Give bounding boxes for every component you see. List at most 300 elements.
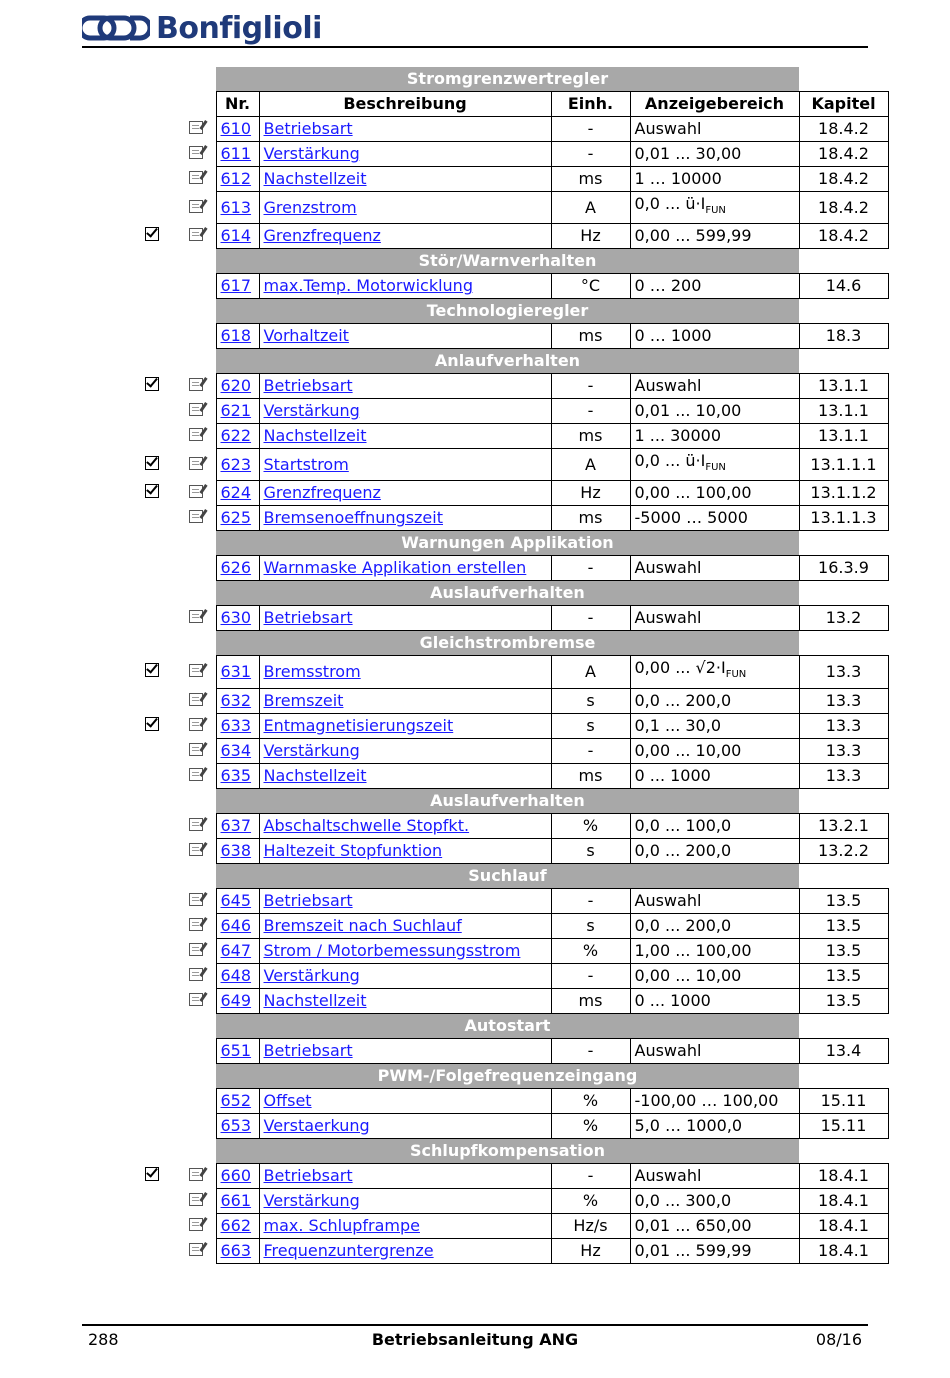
parameter-description-link[interactable]: Startstrom: [263, 454, 349, 474]
range-text: 0,01 ... 650,00: [634, 1215, 752, 1235]
parameter-number-link[interactable]: 652: [220, 1090, 252, 1110]
column-header: Beschreibung: [259, 92, 551, 117]
range-cell: [630, 763, 799, 788]
chapter-cell: 18.4.2: [799, 192, 888, 224]
table-row: [128, 481, 888, 506]
table-row: [128, 374, 888, 399]
document-date: 08/16: [815, 1330, 862, 1349]
parameter-number-link[interactable]: 663: [220, 1240, 252, 1260]
range-text: Auswahl: [634, 558, 702, 578]
parameter-number-link[interactable]: 635: [220, 765, 252, 785]
table-row: [128, 888, 888, 913]
unit-cell: -: [551, 556, 630, 581]
section-title: Anlaufverhalten: [216, 349, 799, 374]
table-row: [128, 274, 888, 299]
column-header: Nr.: [216, 92, 259, 117]
parameter-description-link[interactable]: Verstärkung: [263, 1190, 360, 1210]
range-text: 0 … 200: [634, 276, 702, 296]
parameter-number-link[interactable]: 614: [220, 226, 252, 246]
parameter-description-link[interactable]: Grenzstrom: [263, 197, 357, 217]
chapter-cell: 16.3.9: [799, 556, 888, 581]
section-title: Auslaufverhalten: [216, 581, 799, 606]
parameter-description-link[interactable]: Verstärkung: [263, 144, 360, 163]
range-cell: [630, 688, 799, 713]
unit-cell: s: [551, 838, 630, 863]
bonfiglioli-logo-icon: [82, 12, 150, 44]
edit-icon: [189, 485, 203, 498]
edit-icon: [189, 378, 203, 391]
range-subscript: FUN: [705, 205, 726, 217]
parameter-description-link[interactable]: Betriebsart: [263, 119, 353, 138]
parameter-number-link[interactable]: 623: [220, 454, 252, 474]
chapter-cell: 18.4.1: [799, 1163, 888, 1188]
range-text: Auswahl: [634, 1165, 702, 1185]
parameter-number-link[interactable]: 631: [220, 661, 252, 681]
parameter-number-link[interactable]: 613: [220, 197, 252, 217]
range-cell: [630, 274, 799, 299]
range-cell: [630, 888, 799, 913]
parameter-number-link[interactable]: 661: [220, 1190, 252, 1210]
range-text: 5,0 … 1000,0: [634, 1115, 743, 1135]
unit-cell: -: [551, 606, 630, 631]
unit-cell: -: [551, 963, 630, 988]
range-cell: [630, 988, 799, 1013]
edit-icon: [189, 918, 203, 931]
parameter-number-link[interactable]: 645: [220, 890, 252, 910]
unit-cell: %: [551, 1188, 630, 1213]
section-header: [128, 531, 888, 556]
chapter-cell: 13.2.2: [799, 838, 888, 863]
edit-icon: [189, 510, 203, 523]
parameter-description-link[interactable]: Verstärkung: [263, 965, 360, 985]
parameter-description-link[interactable]: Bremsenoeffnungszeit: [263, 508, 443, 528]
table-row: [128, 813, 888, 838]
parameter-number-link[interactable]: 646: [220, 915, 252, 935]
page-number: 288: [88, 1330, 119, 1349]
range-cell: [630, 324, 799, 349]
chapter-cell: 13.4: [799, 1038, 888, 1063]
unit-cell: Hz/s: [551, 1213, 630, 1238]
table-row: [128, 1213, 888, 1238]
chapter-cell: 13.3: [799, 713, 888, 738]
range-cell: [630, 481, 799, 506]
parameter-number-link[interactable]: 618: [220, 326, 252, 346]
table-row: [128, 688, 888, 713]
edit-icon: [189, 228, 203, 241]
range-text: 0,0 ... ü·I: [634, 451, 706, 471]
unit-cell: Hz: [551, 224, 630, 249]
parameter-description-link[interactable]: Grenzfrequenz: [263, 483, 381, 503]
table-row: [128, 913, 888, 938]
unit-cell: Hz: [551, 481, 630, 506]
section-header: [128, 1013, 888, 1038]
edit-icon: [189, 943, 203, 956]
brand-logo: [82, 10, 322, 46]
unit-cell: °C: [551, 274, 630, 299]
edit-icon: [189, 200, 203, 213]
section-header: [128, 631, 888, 656]
edit-icon: [189, 457, 203, 470]
section-header: [128, 299, 888, 324]
chapter-cell: 13.1.1: [799, 374, 888, 399]
unit-cell: A: [551, 656, 630, 688]
range-text: Auswahl: [634, 890, 702, 910]
column-header: Einh.: [551, 92, 630, 117]
parameter-table: [128, 67, 889, 1264]
chapter-cell: 18.4.2: [799, 167, 888, 192]
parameter-number-link[interactable]: 638: [220, 840, 252, 860]
edit-icon: [189, 693, 203, 706]
range-text: 0,01 ... 599,99: [634, 1240, 752, 1260]
document-title: Betriebsanleitung ANG: [371, 1330, 579, 1349]
unit-cell: -: [551, 1163, 630, 1188]
range-text: 0,0 ... 200,0: [634, 915, 732, 935]
table-row: [128, 1188, 888, 1213]
range-cell: [630, 813, 799, 838]
checkmark-icon: [145, 717, 159, 731]
parameter-description-link[interactable]: Vorhaltzeit: [263, 326, 349, 346]
edit-icon: [189, 146, 203, 159]
table-row: [128, 963, 888, 988]
parameter-description-link[interactable]: Entmagnetisierungszeit: [263, 715, 454, 735]
chapter-cell: 15.11: [799, 1088, 888, 1113]
chapter-cell: 13.3: [799, 656, 888, 688]
edit-icon: [189, 1193, 203, 1206]
parameter-description-link[interactable]: Strom / Motorbemessungsstrom: [263, 940, 521, 960]
range-cell: [630, 938, 799, 963]
parameter-description-link[interactable]: Betriebsart: [263, 608, 353, 628]
unit-cell: ms: [551, 763, 630, 788]
range-text: 0 ... 1000: [634, 990, 711, 1010]
unit-cell: s: [551, 913, 630, 938]
chapter-cell: 13.1.1: [799, 399, 888, 424]
column-header: Kapitel: [799, 92, 888, 117]
unit-cell: s: [551, 713, 630, 738]
parameter-description-link[interactable]: Nachstellzeit: [263, 426, 367, 446]
chapter-cell: 13.5: [799, 963, 888, 988]
table-row: [128, 656, 888, 688]
parameter-description-link[interactable]: Bremszeit: [263, 690, 344, 710]
section-header: [128, 249, 888, 274]
section-header: [128, 863, 888, 888]
parameter-description-link[interactable]: Nachstellzeit: [263, 990, 367, 1010]
range-text: -100,00 … 100,00: [634, 1090, 779, 1110]
parameter-description-link[interactable]: Betriebsart: [263, 1165, 353, 1185]
page-header: [82, 8, 868, 48]
parameter-number-link[interactable]: 651: [220, 1040, 252, 1060]
table-row: [128, 1088, 888, 1113]
parameter-description-link[interactable]: Offset: [263, 1090, 312, 1110]
parameter-description-link[interactable]: Abschaltschwelle Stopfkt.: [263, 815, 470, 835]
unit-cell: %: [551, 813, 630, 838]
chapter-cell: 18.4.2: [799, 117, 888, 142]
edit-icon: [189, 993, 203, 1006]
parameter-number-link[interactable]: 611: [220, 144, 252, 163]
section-title: Schlupfkompensation: [216, 1138, 799, 1163]
chapter-cell: 18.3: [799, 324, 888, 349]
section-title: Warnungen Applikation: [216, 531, 799, 556]
chapter-cell: 13.1.1.2: [799, 481, 888, 506]
table-row: [128, 449, 888, 481]
edit-icon: [189, 768, 203, 781]
section-header: [128, 349, 888, 374]
section-title: PWM-/Folgefrequenzeingang: [216, 1063, 799, 1088]
section-header: [128, 788, 888, 813]
range-subscript: FUN: [725, 669, 747, 681]
range-cell: [630, 656, 799, 688]
range-text: 0,0 ... 100,0: [634, 815, 732, 835]
table-row: [128, 192, 888, 224]
range-subscript: FUN: [705, 462, 726, 474]
table-row: [128, 1163, 888, 1188]
range-cell: [630, 167, 799, 192]
checkmark-icon: [145, 456, 159, 470]
chapter-cell: 18.4.1: [799, 1238, 888, 1263]
range-cell: [630, 1088, 799, 1113]
range-text: 0,0 ... 200,0: [634, 690, 732, 710]
table-row: [128, 506, 888, 531]
parameter-description-link[interactable]: Frequenzuntergrenze: [263, 1240, 434, 1260]
table-row: [128, 938, 888, 963]
table-row: [128, 1113, 888, 1138]
edit-icon: [189, 743, 203, 756]
range-cell: [630, 224, 799, 249]
parameter-number-link[interactable]: 653: [220, 1115, 252, 1135]
chapter-cell: 13.5: [799, 888, 888, 913]
parameter-description-link[interactable]: Betriebsart: [263, 376, 353, 396]
parameter-number-link[interactable]: 632: [220, 690, 252, 710]
range-text: Auswahl: [634, 1040, 702, 1060]
chapter-cell: 13.5: [799, 938, 888, 963]
parameter-description-link[interactable]: Nachstellzeit: [263, 169, 367, 188]
section-header: [128, 67, 888, 92]
parameter-number-link[interactable]: 660: [220, 1165, 252, 1185]
range-text: 1,00 ... 100,00: [634, 940, 752, 960]
edit-icon: [189, 428, 203, 441]
unit-cell: -: [551, 142, 630, 167]
table-row: [128, 424, 888, 449]
brand-name: Bonfiglioli: [156, 10, 322, 46]
range-cell: [630, 374, 799, 399]
edit-icon: [189, 1218, 203, 1231]
parameter-description-link[interactable]: Betriebsart: [263, 890, 353, 910]
table-row: [128, 224, 888, 249]
table-row: [128, 713, 888, 738]
range-text: 1 ... 30000: [634, 426, 722, 446]
range-text: 0 ... 1000: [634, 765, 711, 785]
range-text: 0,1 ... 30,0: [634, 715, 721, 735]
edit-icon: [189, 403, 203, 416]
edit-icon: [189, 121, 203, 134]
range-cell: [630, 738, 799, 763]
parameter-description-link[interactable]: max. Schlupframpe: [263, 1215, 420, 1235]
unit-cell: ms: [551, 424, 630, 449]
parameter-number-link[interactable]: 610: [220, 119, 252, 138]
table-row: [128, 167, 888, 192]
chapter-cell: 18.4.2: [799, 142, 888, 167]
range-cell: [630, 424, 799, 449]
table-row: [128, 1238, 888, 1263]
unit-cell: ms: [551, 324, 630, 349]
parameter-number-link[interactable]: 648: [220, 965, 252, 985]
parameter-number-link[interactable]: 622: [220, 426, 252, 446]
range-text: 0,00 ... 10,00: [634, 965, 742, 985]
unit-cell: -: [551, 399, 630, 424]
range-text: 0,0 ... 200,0: [634, 840, 732, 860]
table-row: [128, 117, 888, 142]
chapter-cell: 13.3: [799, 763, 888, 788]
range-cell: [630, 913, 799, 938]
parameter-number-link[interactable]: 626: [220, 558, 252, 578]
chapter-cell: 13.1.1.3: [799, 506, 888, 531]
section-header: [128, 1138, 888, 1163]
range-text: 1 … 10000: [634, 169, 722, 188]
unit-cell: A: [551, 449, 630, 481]
edit-icon: [189, 171, 203, 184]
range-text: 0,0 ... 300,0: [634, 1190, 732, 1210]
chapter-cell: 13.1.1: [799, 424, 888, 449]
edit-icon: [189, 610, 203, 623]
range-cell: [630, 399, 799, 424]
parameter-number-link[interactable]: 617: [220, 276, 252, 296]
parameter-number-link[interactable]: 662: [220, 1215, 252, 1235]
parameter-number-link[interactable]: 621: [220, 401, 252, 421]
chapter-cell: 13.2: [799, 606, 888, 631]
parameter-description-link[interactable]: Betriebsart: [263, 1040, 353, 1060]
section-title: Autostart: [216, 1013, 799, 1038]
chapter-cell: 13.5: [799, 988, 888, 1013]
range-cell: [630, 963, 799, 988]
unit-cell: -: [551, 888, 630, 913]
range-cell: [630, 1163, 799, 1188]
checkmark-icon: [145, 377, 159, 391]
table-row: [128, 738, 888, 763]
section-title: Stör/Warnverhalten: [216, 249, 799, 274]
chapter-cell: 13.3: [799, 688, 888, 713]
parameter-description-link[interactable]: Verstärkung: [263, 401, 360, 421]
section-title: Gleichstrombremse: [216, 631, 799, 656]
unit-cell: %: [551, 1113, 630, 1138]
parameter-description-link[interactable]: Verstärkung: [263, 740, 360, 760]
chapter-cell: 15.11: [799, 1113, 888, 1138]
chapter-cell: 13.1.1.1: [799, 449, 888, 481]
column-header: Anzeigebereich: [630, 92, 799, 117]
range-text: 0 … 1000: [634, 326, 712, 346]
range-cell: [630, 192, 799, 224]
edit-icon: [189, 664, 203, 677]
parameter-number-link[interactable]: 612: [220, 169, 252, 188]
parameter-number-link[interactable]: 625: [220, 508, 252, 528]
table-row: [128, 399, 888, 424]
range-cell: [630, 1213, 799, 1238]
parameter-description-link[interactable]: Nachstellzeit: [263, 765, 367, 785]
checkmark-icon: [145, 663, 159, 677]
unit-cell: %: [551, 938, 630, 963]
page-footer: [82, 1324, 868, 1349]
parameter-description-link[interactable]: Bremszeit nach Suchlauf: [263, 915, 462, 935]
section-title: Stromgrenzwertregler: [216, 67, 799, 92]
table-row: [128, 1038, 888, 1063]
range-cell: [630, 117, 799, 142]
range-cell: [630, 713, 799, 738]
chapter-cell: 13.2.1: [799, 813, 888, 838]
checkmark-icon: [145, 227, 159, 241]
parameter-number-link[interactable]: 637: [220, 815, 252, 835]
unit-cell: ms: [551, 988, 630, 1013]
parameter-number-link[interactable]: 649: [220, 990, 252, 1010]
parameter-description-link[interactable]: Bremsstrom: [263, 661, 361, 681]
range-text: 0,01 ... 10,00: [634, 401, 742, 421]
edit-icon: [189, 968, 203, 981]
unit-cell: Hz: [551, 1238, 630, 1263]
parameter-number-link[interactable]: 624: [220, 483, 252, 503]
table-row: [128, 988, 888, 1013]
unit-cell: -: [551, 738, 630, 763]
range-cell: [630, 556, 799, 581]
parameter-description-link[interactable]: Haltezeit Stopfunktion: [263, 840, 443, 860]
parameter-number-link[interactable]: 630: [220, 608, 252, 628]
section-title: Auslaufverhalten: [216, 788, 799, 813]
range-text: Auswahl: [634, 608, 702, 628]
range-cell: [630, 1188, 799, 1213]
range-cell: [630, 142, 799, 167]
edit-icon: [189, 1168, 203, 1181]
parameter-description-link[interactable]: Grenzfrequenz: [263, 226, 381, 246]
parameter-description-link[interactable]: max.Temp. Motorwicklung: [263, 276, 473, 296]
section-header: [128, 1063, 888, 1088]
range-cell: [630, 838, 799, 863]
parameter-number-link[interactable]: 620: [220, 376, 252, 396]
chapter-cell: 14.6: [799, 274, 888, 299]
parameter-number-link[interactable]: 634: [220, 740, 252, 760]
range-cell: [630, 1113, 799, 1138]
table-row: [128, 763, 888, 788]
unit-cell: ms: [551, 167, 630, 192]
chapter-cell: 18.4.2: [799, 224, 888, 249]
range-cell: [630, 506, 799, 531]
range-cell: [630, 1238, 799, 1263]
range-text: 0,00 ... 10,00: [634, 740, 742, 760]
unit-cell: %: [551, 1088, 630, 1113]
unit-cell: ms: [551, 506, 630, 531]
chapter-cell: 13.3: [799, 738, 888, 763]
section-title: Suchlauf: [216, 863, 799, 888]
range-cell: [630, 449, 799, 481]
unit-cell: A: [551, 192, 630, 224]
unit-cell: s: [551, 688, 630, 713]
table-row: [128, 142, 888, 167]
parameter-description-link[interactable]: Warnmaske Applikation erstellen: [263, 558, 527, 578]
range-text: 0,00 ... 100,00: [634, 483, 752, 503]
unit-cell: -: [551, 1038, 630, 1063]
table-row: [128, 838, 888, 863]
chapter-cell: 18.4.1: [799, 1188, 888, 1213]
table-row: [128, 606, 888, 631]
table-row: [128, 324, 888, 349]
edit-icon: [189, 1243, 203, 1256]
range-text: 0,00 ... 599,99: [634, 226, 752, 246]
chapter-cell: 18.4.1: [799, 1213, 888, 1238]
parameter-description-link[interactable]: Verstaerkung: [263, 1115, 370, 1135]
parameter-number-link[interactable]: 647: [220, 940, 252, 960]
parameter-number-link[interactable]: 633: [220, 715, 252, 735]
range-text: -5000 … 5000: [634, 508, 748, 528]
unit-cell: -: [551, 374, 630, 399]
range-text: Auswahl: [634, 376, 702, 396]
range-text: Auswahl: [634, 119, 702, 138]
checkmark-icon: [145, 484, 159, 498]
edit-icon: [189, 893, 203, 906]
